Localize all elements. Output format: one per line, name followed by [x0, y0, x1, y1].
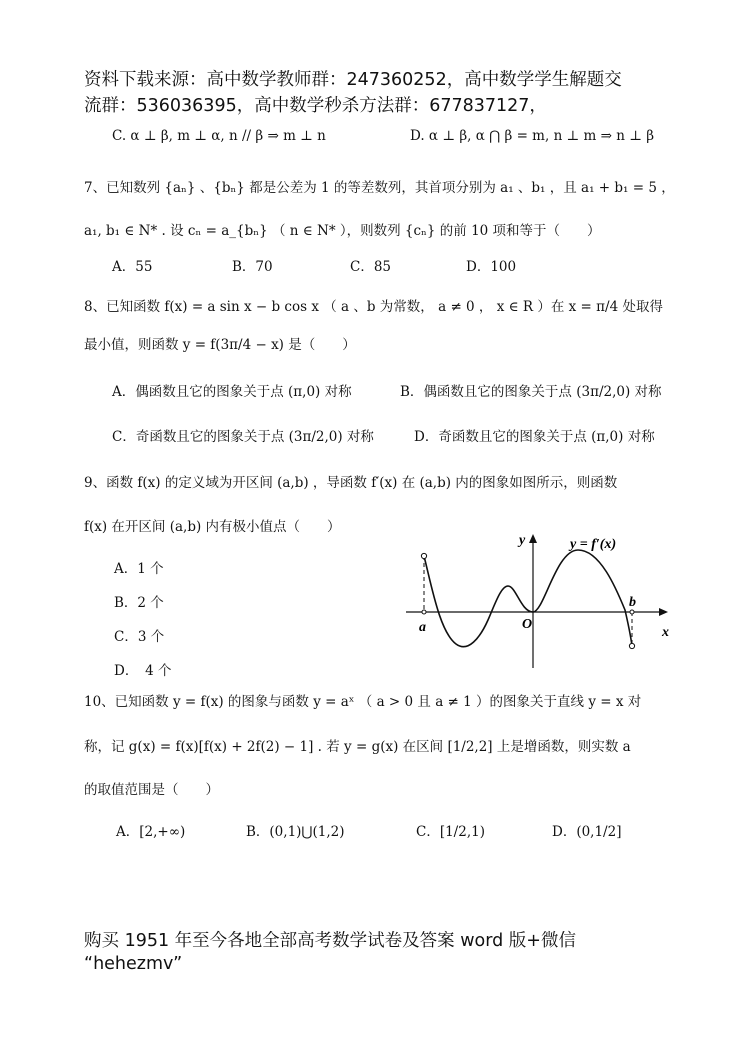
endpoint-a: [421, 553, 426, 558]
a-label: a: [419, 620, 426, 635]
q8-option-c: C．奇函数且它的图象关于点 (3π/2,0) 对称: [112, 429, 374, 445]
q8-option-d: D．奇函数且它的图象关于点 (π,0) 对称: [414, 429, 655, 445]
header-line-2: 流群：536036395，高中数学秒杀方法群：677837127，: [84, 96, 547, 116]
x-axis-arrow: [659, 608, 668, 616]
q8-option-a: A．偶函数且它的图象关于点 (π,0) 对称: [112, 384, 352, 400]
q9-option-a: A．1 个: [114, 561, 164, 577]
q8-line-2: 最小值，则函数 y = f(3π/4 − x) 是（ ）: [84, 337, 356, 353]
q7-option-d: D．100: [466, 259, 517, 275]
curve-label: y = f′(x): [570, 537, 617, 552]
point-b-axis: [630, 610, 634, 614]
header-line-1: 资料下载来源：高中数学教师群：247360252，高中数学学生解题交: [84, 70, 622, 90]
endpoint-b: [629, 643, 634, 648]
footer-line-2: “hehezmv”: [84, 954, 183, 974]
q7-option-c: C．85: [350, 259, 392, 275]
q10-option-d: D．(0,1/2]: [552, 824, 622, 840]
q10-line-3: 的取值范围是（ ）: [84, 782, 219, 798]
q10-line-1: 10、已知函数 y = f(x) 的图象与函数 y = aˣ （ a > 0 且 a ≠ 1 ）的图象关于直线 y = x 对: [84, 694, 642, 710]
q6-option-d: D. α ⊥ β, α ⋂ β = m, n ⊥ m ⇒ n ⊥ β: [410, 128, 655, 144]
q10-option-b: B．(0,1)⋃(1,2): [246, 824, 345, 840]
q9-option-d: D． 4 个: [114, 663, 172, 679]
origin-label: O: [522, 617, 533, 632]
q7-line-1: 7、已知数列 {aₙ} 、{bₙ} 都是公差为 1 的等差数列，其首项分别为 a₁ 、b₁ ，且 a₁ + b₁ = 5 ，: [84, 180, 675, 196]
q6-option-c: C. α ⊥ β, m ⊥ α, n // β ⇒ m ⊥ n: [112, 128, 326, 144]
q9-line-2: f(x) 在开区间 (a,b) 内有极小值点（ ）: [84, 519, 341, 535]
q7-line-2: a₁, b₁ ∈ N* . 设 cₙ = a_{bₙ} （ n ∈ N* ），则数列 {cₙ} 的前 10 项和等于（ ）: [84, 223, 601, 239]
b-label: b: [629, 595, 636, 610]
q8-line-1: 8、已知函数 f(x) = a sin x − b cos x （ a 、b 为常数， a ≠ 0 ， x ∈ R ）在 x = π/4 处取得: [84, 299, 663, 315]
q10-line-2: 称，记 g(x) = f(x)[f(x) + 2f(2) − 1] . 若 y = g(x) 在区间 [1/2,2] 上是增函数，则实数 a: [84, 739, 631, 755]
q7-option-a: A．55: [112, 259, 153, 275]
q8-option-b: B．偶函数且它的图象关于点 (3π/2,0) 对称: [400, 384, 662, 400]
footer-line-1: 购买 1951 年至今各地全部高考数学试卷及答案 word 版+微信: [84, 931, 576, 951]
y-axis-arrow: [529, 534, 537, 543]
q10-option-a: A．[2,+∞): [116, 824, 186, 840]
derivative-graph: [400, 528, 680, 670]
x-axis-label: x: [662, 625, 669, 640]
q7-option-b: B．70: [232, 259, 273, 275]
q9-line-1: 9、函数 f(x) 的定义域为开区间 (a,b) ，导函数 f′(x) 在 (a,b) 内的图象如图所示，则函数: [84, 475, 618, 491]
q9-option-c: C．3 个: [114, 629, 165, 645]
q9-option-b: B．2 个: [114, 595, 164, 611]
q10-option-c: C．[1/2,1): [416, 824, 485, 840]
derivative-curve: [424, 550, 632, 647]
y-axis-label: y: [519, 533, 526, 548]
point-a-axis: [422, 610, 426, 614]
